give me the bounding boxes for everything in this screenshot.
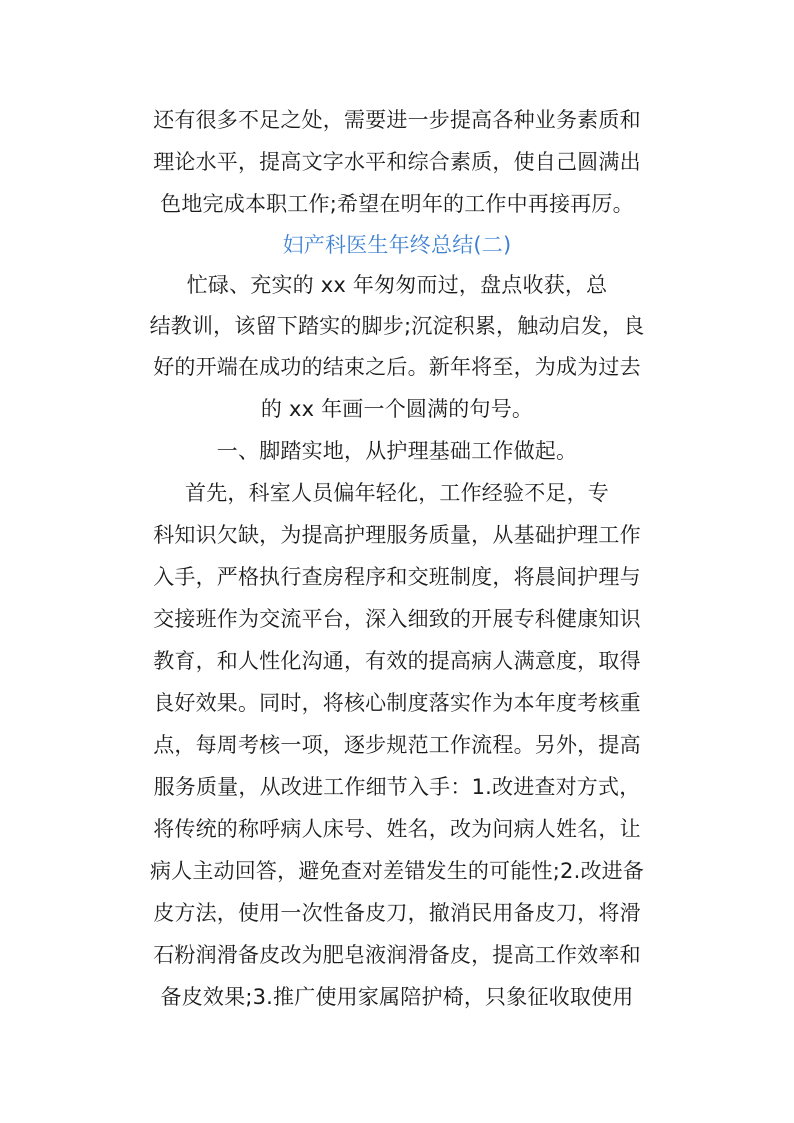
body-line: 理论水平，提高文字水平和综合素质，使自己圆满出 (153, 150, 641, 174)
body-line: 石粉润滑备皮改为肥皂液润滑备皮，提高工作效率和 (153, 943, 641, 967)
body-line: 病人主动回答，避免查对差错发生的可能性;2.改进备 (149, 859, 645, 883)
body-line: 好的开端在成功的结束之后。新年将至，为成为过去 (153, 355, 641, 379)
body-line: 还有很多不足之处，需要进一步提高各种业务素质和 (153, 108, 641, 132)
body-line: 首先，科室人员偏年轻化，工作经验不足，专 (185, 481, 609, 505)
body-line: 的 xx 年画一个圆满的句号。 (260, 397, 534, 421)
body-line: 教育，和人性化沟通，有效的提高病人满意度，取得 (153, 649, 641, 673)
body-line: 入手，严格执行查房程序和交班制度，将晨间护理与 (153, 565, 641, 589)
body-line: 备皮效果;3.推广使用家属陪护椅，只象征收取使用 (160, 985, 634, 1009)
body-line: 结教训，该留下踏实的脚步;沉淀积累，触动启发，良 (149, 314, 645, 338)
subheading: 一、脚踏实地，从护理基础工作做起。 (216, 439, 578, 463)
body-line: 色地完成本职工作;希望在明年的工作中再接再厉。 (160, 192, 634, 216)
body-line: 良好效果。同时，将核心制度落实作为本年度考核重 (153, 691, 641, 715)
body-line: 点，每周考核一项，逐步规范工作流程。另外，提高 (153, 733, 641, 757)
body-line: 服务质量，从改进工作细节入手：1.改进查对方式， (153, 775, 641, 799)
body-line: 科知识欠缺，为提高护理服务质量，从基础护理工作 (153, 523, 641, 547)
body-line: 将传统的称呼病人床号、姓名，改为问病人姓名，让 (153, 817, 641, 841)
section-heading: 妇产科医生年终总结(二) (282, 233, 512, 257)
body-line: 交接班作为交流平台，深入细致的开展专科健康知识 (153, 607, 641, 631)
body-line: 皮方法，使用一次性备皮刀，撤消民用备皮刀，将滑 (153, 901, 641, 925)
body-line: 忙碌、充实的 xx 年匆匆而过，盘点收获，总 (186, 273, 608, 297)
